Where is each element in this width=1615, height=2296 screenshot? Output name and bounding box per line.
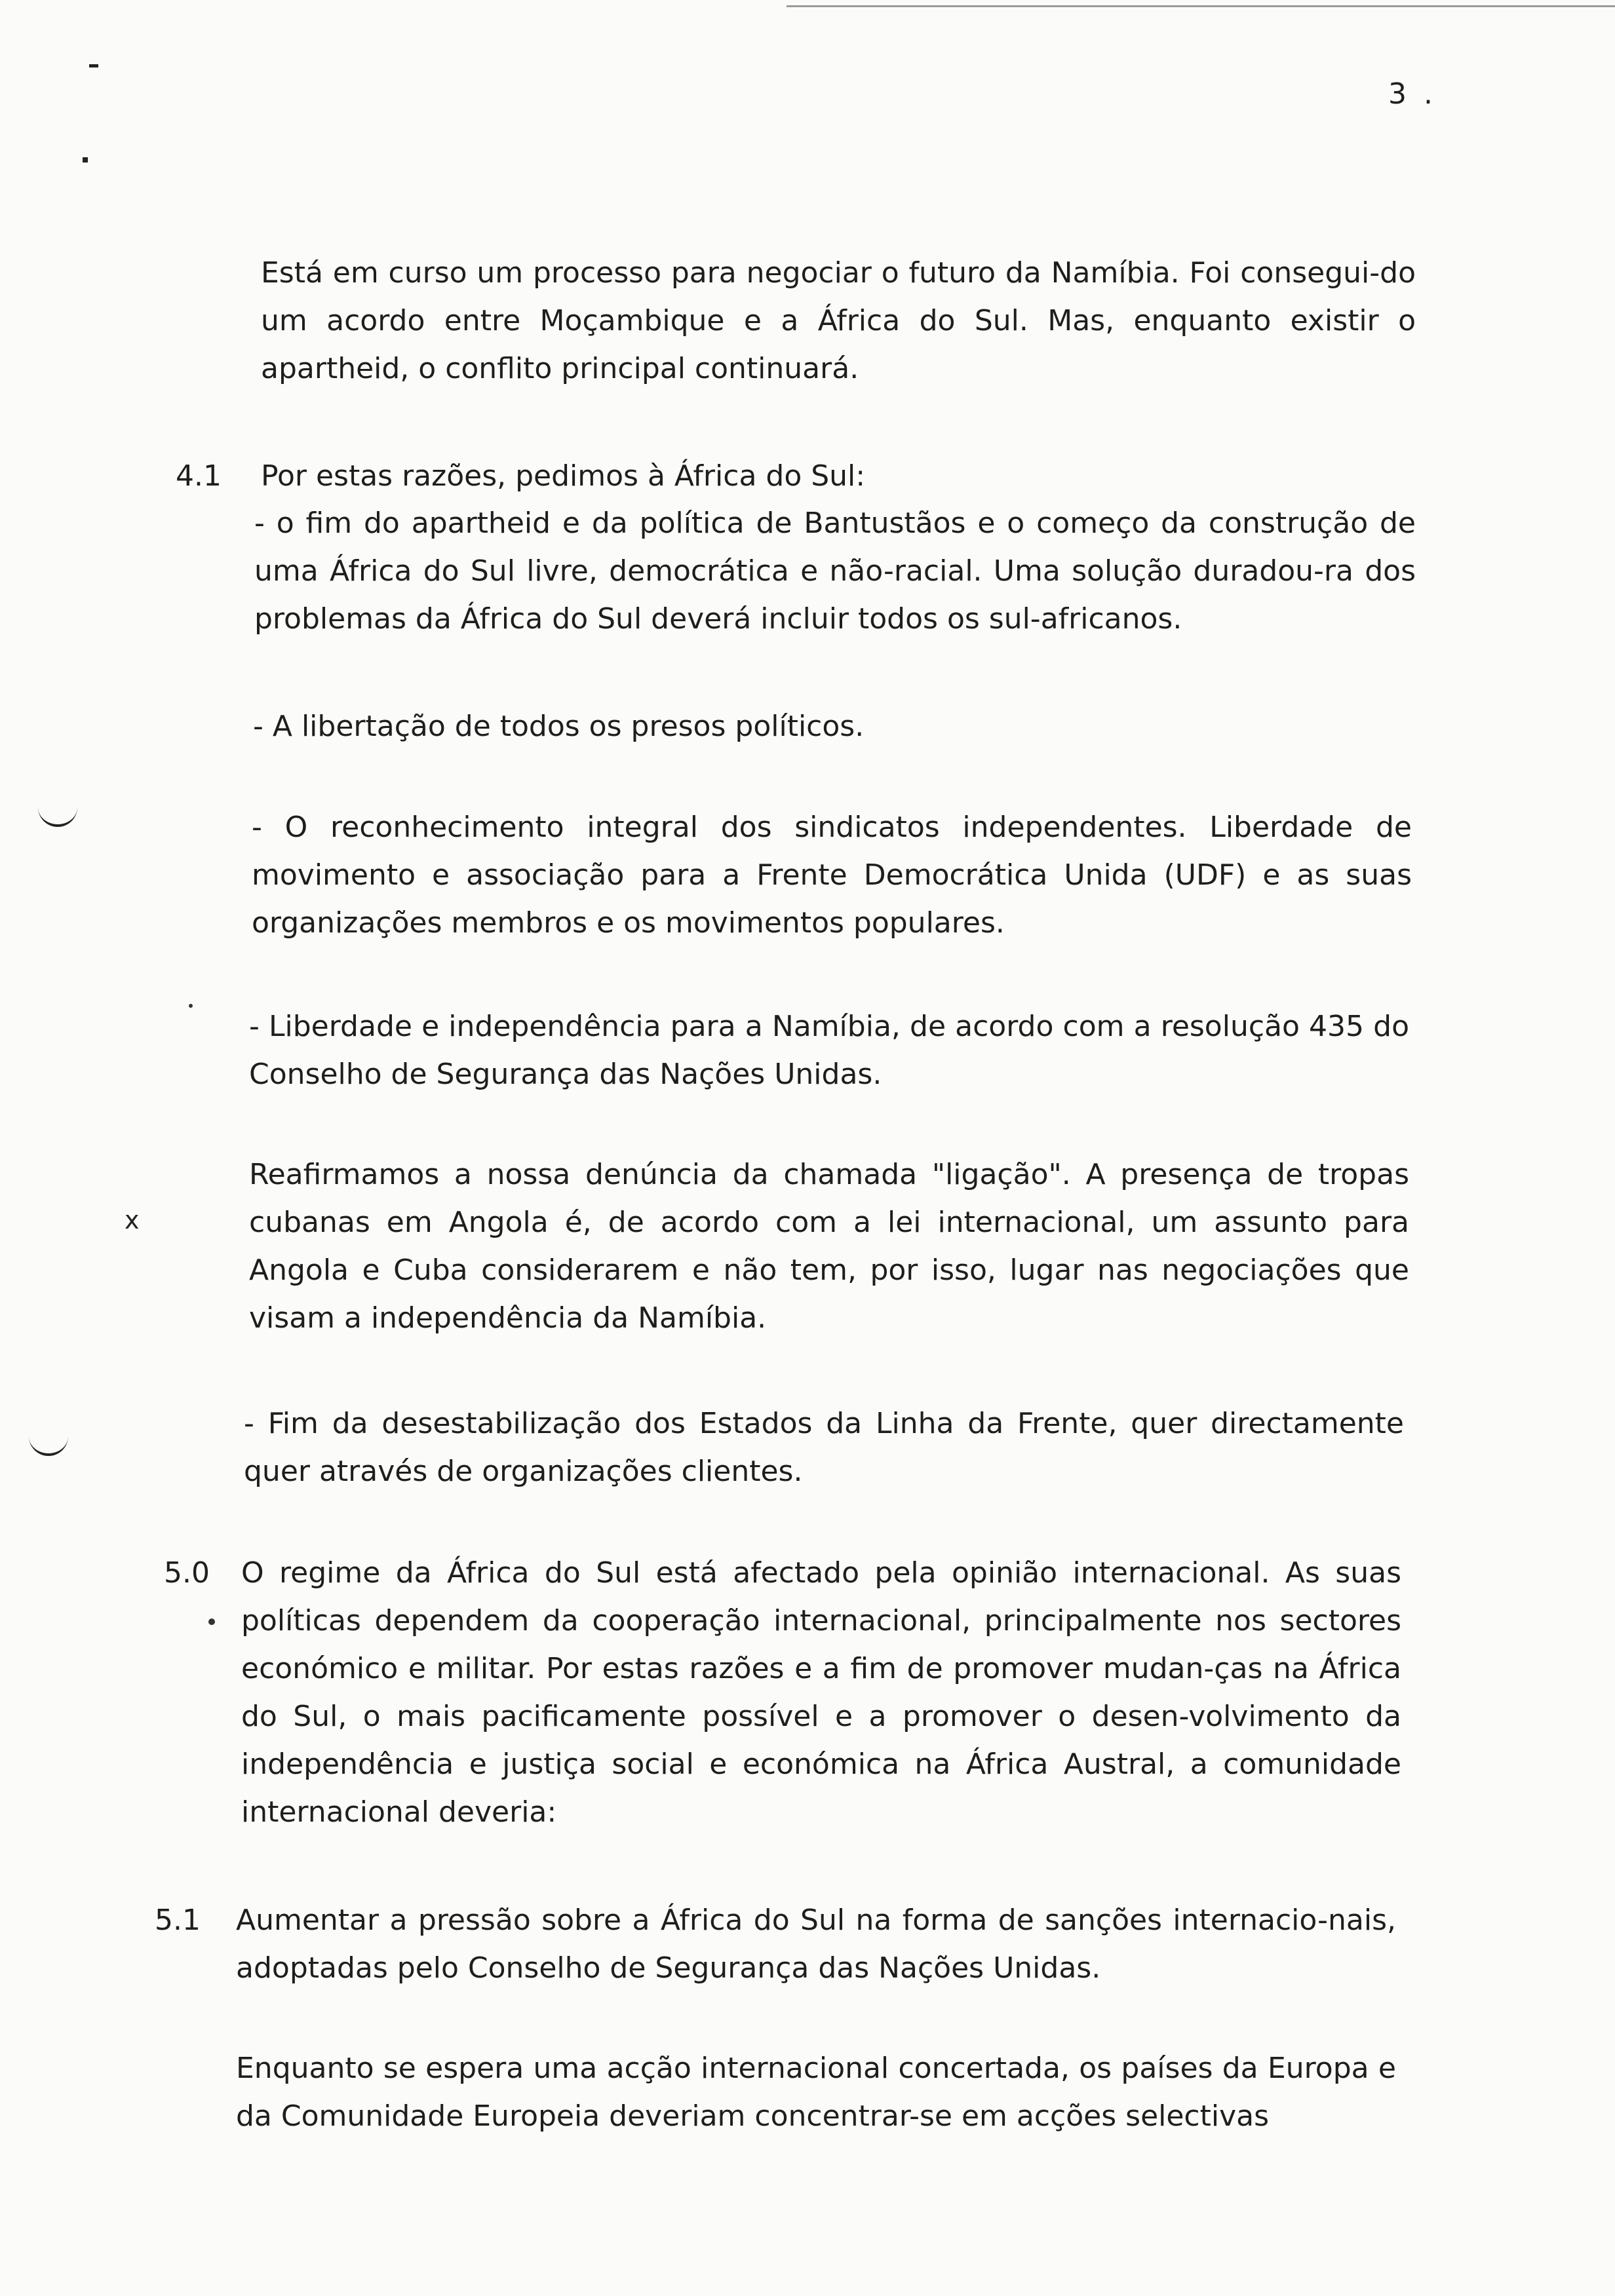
scan-top-line: [787, 5, 1615, 7]
paragraph-text: - A libertação de todos os presos políticos.: [253, 710, 865, 743]
paragraph-text: - O reconhecimento integral dos sindicatos independentes. Liberdade de movimento e associação para a Frente Democrática Unida (UDF) e as suas organizações membros e os movimentos populares.: [252, 811, 1412, 940]
paragraph-text: - o fim do apartheid e da política de Bantustãos e o começo da construção de uma África do Sul livre, democrática e não-racial. Uma solução duradou-ra dos problemas da África do Sul deverá incluir todos os sul-africanos.: [254, 507, 1416, 636]
paragraph-text: Está em curso um processo para negociar o futuro da Namíbia. Foi consegui-do um acordo entre Moçambique e a África do Sul. Mas, enquanto existir o apartheid, o conflito principal continuará.: [261, 256, 1416, 385]
margin-curve-mark: [38, 806, 77, 827]
paragraph-text: Aumentar a pressão sobre a África do Sul na forma de sanções internacio-nais, adoptadas pelo Conselho de Segurança das Nações Unidas.: [236, 1904, 1396, 1985]
margin-bullet-mark: [208, 1618, 215, 1625]
paragraph-text: Enquanto se espera uma acção internacional concertada, os países da Europa e da Comunidade Europeia deveriam concentrar-se em acções selectivas: [236, 2052, 1396, 2133]
section-number: 5.1: [155, 1904, 201, 1937]
margin-speck-mark: [189, 1004, 193, 1008]
paragraph-text: - Liberdade e independência para a Namíbia, de acordo com a resolução 435 do Conselho de Segurança das Nações Unidas.: [249, 1010, 1409, 1091]
margin-small-mark: [83, 157, 88, 163]
section-number: 5.0: [164, 1556, 210, 1590]
paragraph-text: - Fim da desestabilização dos Estados da Linha da Frente, quer directamente quer através de organizações clientes.: [244, 1407, 1404, 1488]
paragraph-text: Por estas razões, pedimos à África do Sul:: [261, 459, 866, 493]
margin-dash-mark: [89, 64, 98, 67]
section-number: 4.1: [176, 459, 222, 493]
margin-curve-mark: [29, 1435, 68, 1456]
page-number: 3 .: [1388, 77, 1437, 111]
margin-x-mark: x: [125, 1206, 140, 1234]
paragraph-text: O regime da África do Sul está afectado pela opinião internacional. As suas políticas dependem da cooperação internacional, principalmente nos sectores económico e militar. Por estas razões e a fim de promover mudan-ças na África do Sul, o mais pacificamente possível e a promover o desen-volvimento da independência e justiça social e económica na África Austral, a comunidade internacional deveria:: [241, 1556, 1401, 1829]
paragraph-text: Reafirmamos a nossa denúncia da chamada "ligação". A presença de tropas cubanas em Angola é, de acordo com a lei internacional, um assunto para Angola e Cuba considerarem e não tem, por isso, lugar nas negociações que visam a independência da Namíbia.: [249, 1158, 1409, 1335]
